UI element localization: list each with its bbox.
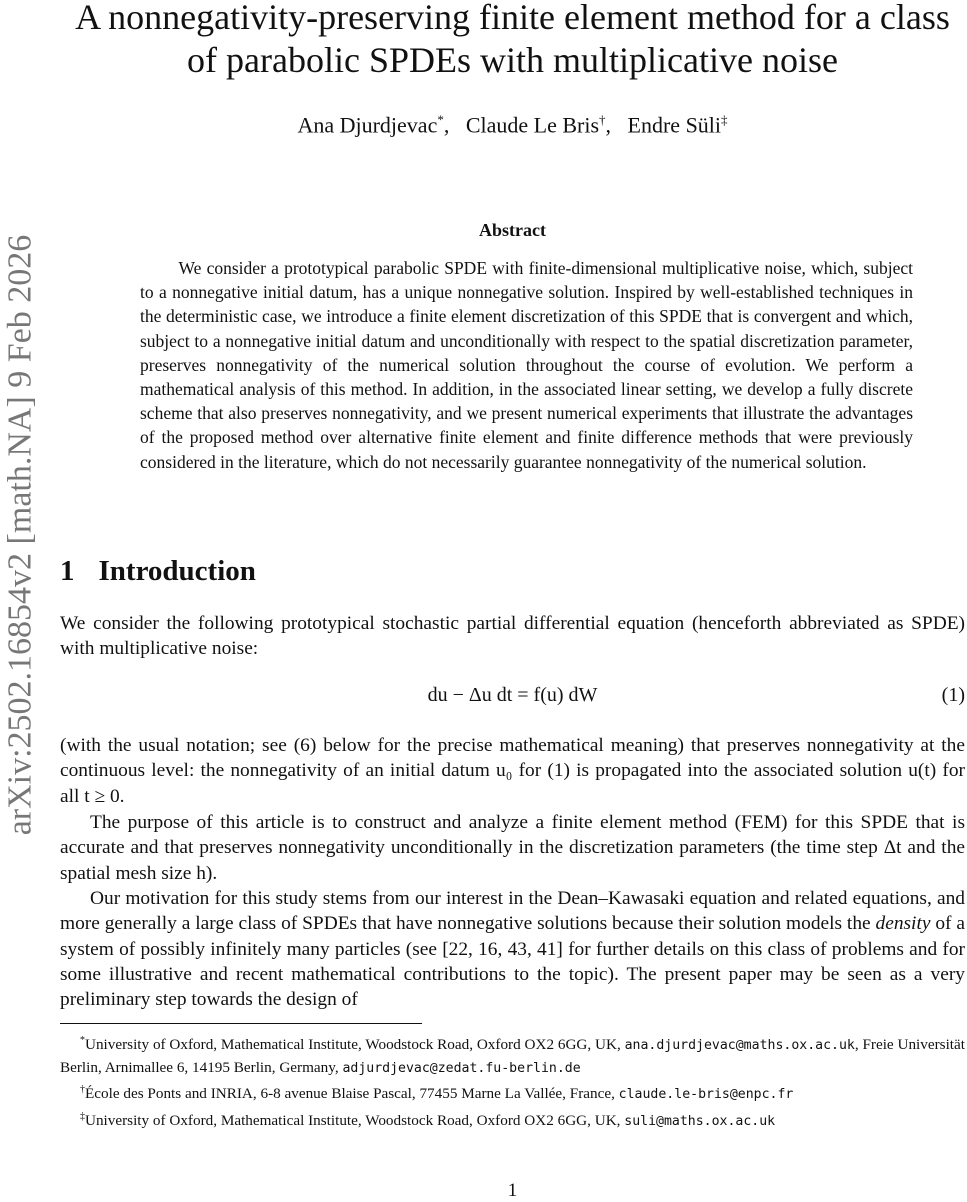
footnote-mark: † — [80, 1084, 85, 1096]
paragraph-text: Our motivation for this study stems from our interest in the Dean–Kawasaki equation and related equations, and more generally a large class of SPDEs that have nonnegative solutions because their solution models the — [60, 888, 965, 935]
title-line-1: A nonnegativity-preserving finite element method for a class — [75, 0, 950, 37]
paper-title — [60, 0, 965, 82]
footnote-2 — [60, 1079, 965, 1106]
intro-paragraph-4 — [60, 886, 965, 1012]
author-list: Ana Djurdjevac*, Claude Le Bris†, Endre Süli‡ — [297, 112, 728, 138]
author-name: Claude Le Bris — [465, 112, 600, 138]
footnote-text: École des Ponts and INRIA, 6-8 avenue Blaise Pascal, 77455 Marne La Vallée, France, — [85, 1085, 615, 1103]
paragraph-text: of a system of possibly infinitely many particles (see [22, 16, 43, 41] for further details on this class of problems and for some illustrative and recent mathematical contributions to the topic). The present paper may be seen as a very preliminary step towards the design of — [60, 913, 965, 1011]
footnotes — [60, 1030, 965, 1132]
author-name: Endre Süli — [627, 112, 722, 138]
email-link[interactable]: adjurdjevac@zedat.fu-berlin.de — [342, 1060, 581, 1076]
abstract-heading: Abstract — [479, 220, 546, 240]
arxiv-identifier: arXiv:2502.16854v2 [math.NA] 9 Feb 2026 — [1, 234, 39, 836]
author-name: Ana Djurdjevac — [297, 112, 438, 138]
page-number: 1 — [507, 1180, 518, 1201]
email-link[interactable]: suli@maths.ox.ac.uk — [624, 1113, 776, 1129]
email-link[interactable]: claude.le-bris@enpc.fr — [618, 1087, 794, 1103]
author-mark: † — [599, 112, 606, 127]
equation-1 — [60, 684, 965, 710]
emphasis-density: density — [875, 913, 931, 935]
title-line-2: of parabolic SPDEs with multiplicative noise — [187, 40, 838, 80]
abstract-text: We consider a prototypical parabolic SPDE with finite-dimensional multiplicative noise, which, subject to a nonnegative initial datum, has a unique nonnegative solution. Inspired by well-established techniques in the deterministic case, we introduce a finite element discretization of this SPDE that is convergent and which, subject to a nonnegative initial datum and unconditionally with respect to the spatial discretization parameter, preserves nonnegativity of the numerical solution throughout the course of evolution. We perform a mathematical analysis of this method. In addition, in the associated linear setting, we develop a fully discrete scheme that also preserves nonnegativity, and we present numerical experiments that illustrate the advantages of the proposed method over alternative finite element and finite difference methods that were previously considered in the literature, which do not necessarily guarantee nonnegativity of the numerical solution. — [140, 258, 913, 472]
intro-paragraph-2: (with the usual notation; see (6) below for the precise mathematical meaning) that preserves nonnegativity at the continuous level: the nonnegativity of an initial datum u₀ for (1) is propagated into the associated solution u(t) for all t ≥ 0. — [60, 735, 965, 807]
email-link[interactable]: ana.djurdjevac@maths.ox.ac.uk — [624, 1038, 855, 1054]
footnote-text: , Freie Universität Berlin, Arnimallee 6, 14195 Berlin, Germany, — [60, 1036, 965, 1076]
author-mark: ‡ — [721, 112, 728, 127]
footnote-3 — [60, 1106, 965, 1133]
section-title: Introduction — [98, 555, 256, 587]
footnote-text: University of Oxford, Mathematical Institute, Woodstock Road, Oxford OX2 6GG, UK, — [85, 1036, 621, 1054]
intro-paragraph-1: We consider the following prototypical stochastic partial differential equation (henceforth abbreviated as SPDE) with multiplicative noise: — [60, 613, 965, 660]
section-number: 1 — [60, 555, 75, 587]
intro-paragraph-3: The purpose of this article is to construct and analyze a finite element method (FEM) for this SPDE that is accurate and that preserves nonnegativity unconditionally in the discretization parameters (the time step Δt and the spatial mesh size h). — [60, 812, 965, 884]
equation-text: du − Δu dt = f(u) dW — [427, 684, 598, 706]
footnote-1 — [60, 1030, 965, 1079]
footnote-mark: ‡ — [80, 1110, 85, 1122]
footnote-text: University of Oxford, Mathematical Institute, Woodstock Road, Oxford OX2 6GG, UK, — [85, 1111, 621, 1129]
section-heading — [60, 555, 256, 588]
footnote-mark: * — [80, 1035, 85, 1046]
footnote-rule — [60, 1023, 422, 1024]
author-mark: * — [437, 112, 444, 127]
equation-number: (1) — [941, 684, 965, 706]
arxiv-side-label — [0, 210, 40, 860]
